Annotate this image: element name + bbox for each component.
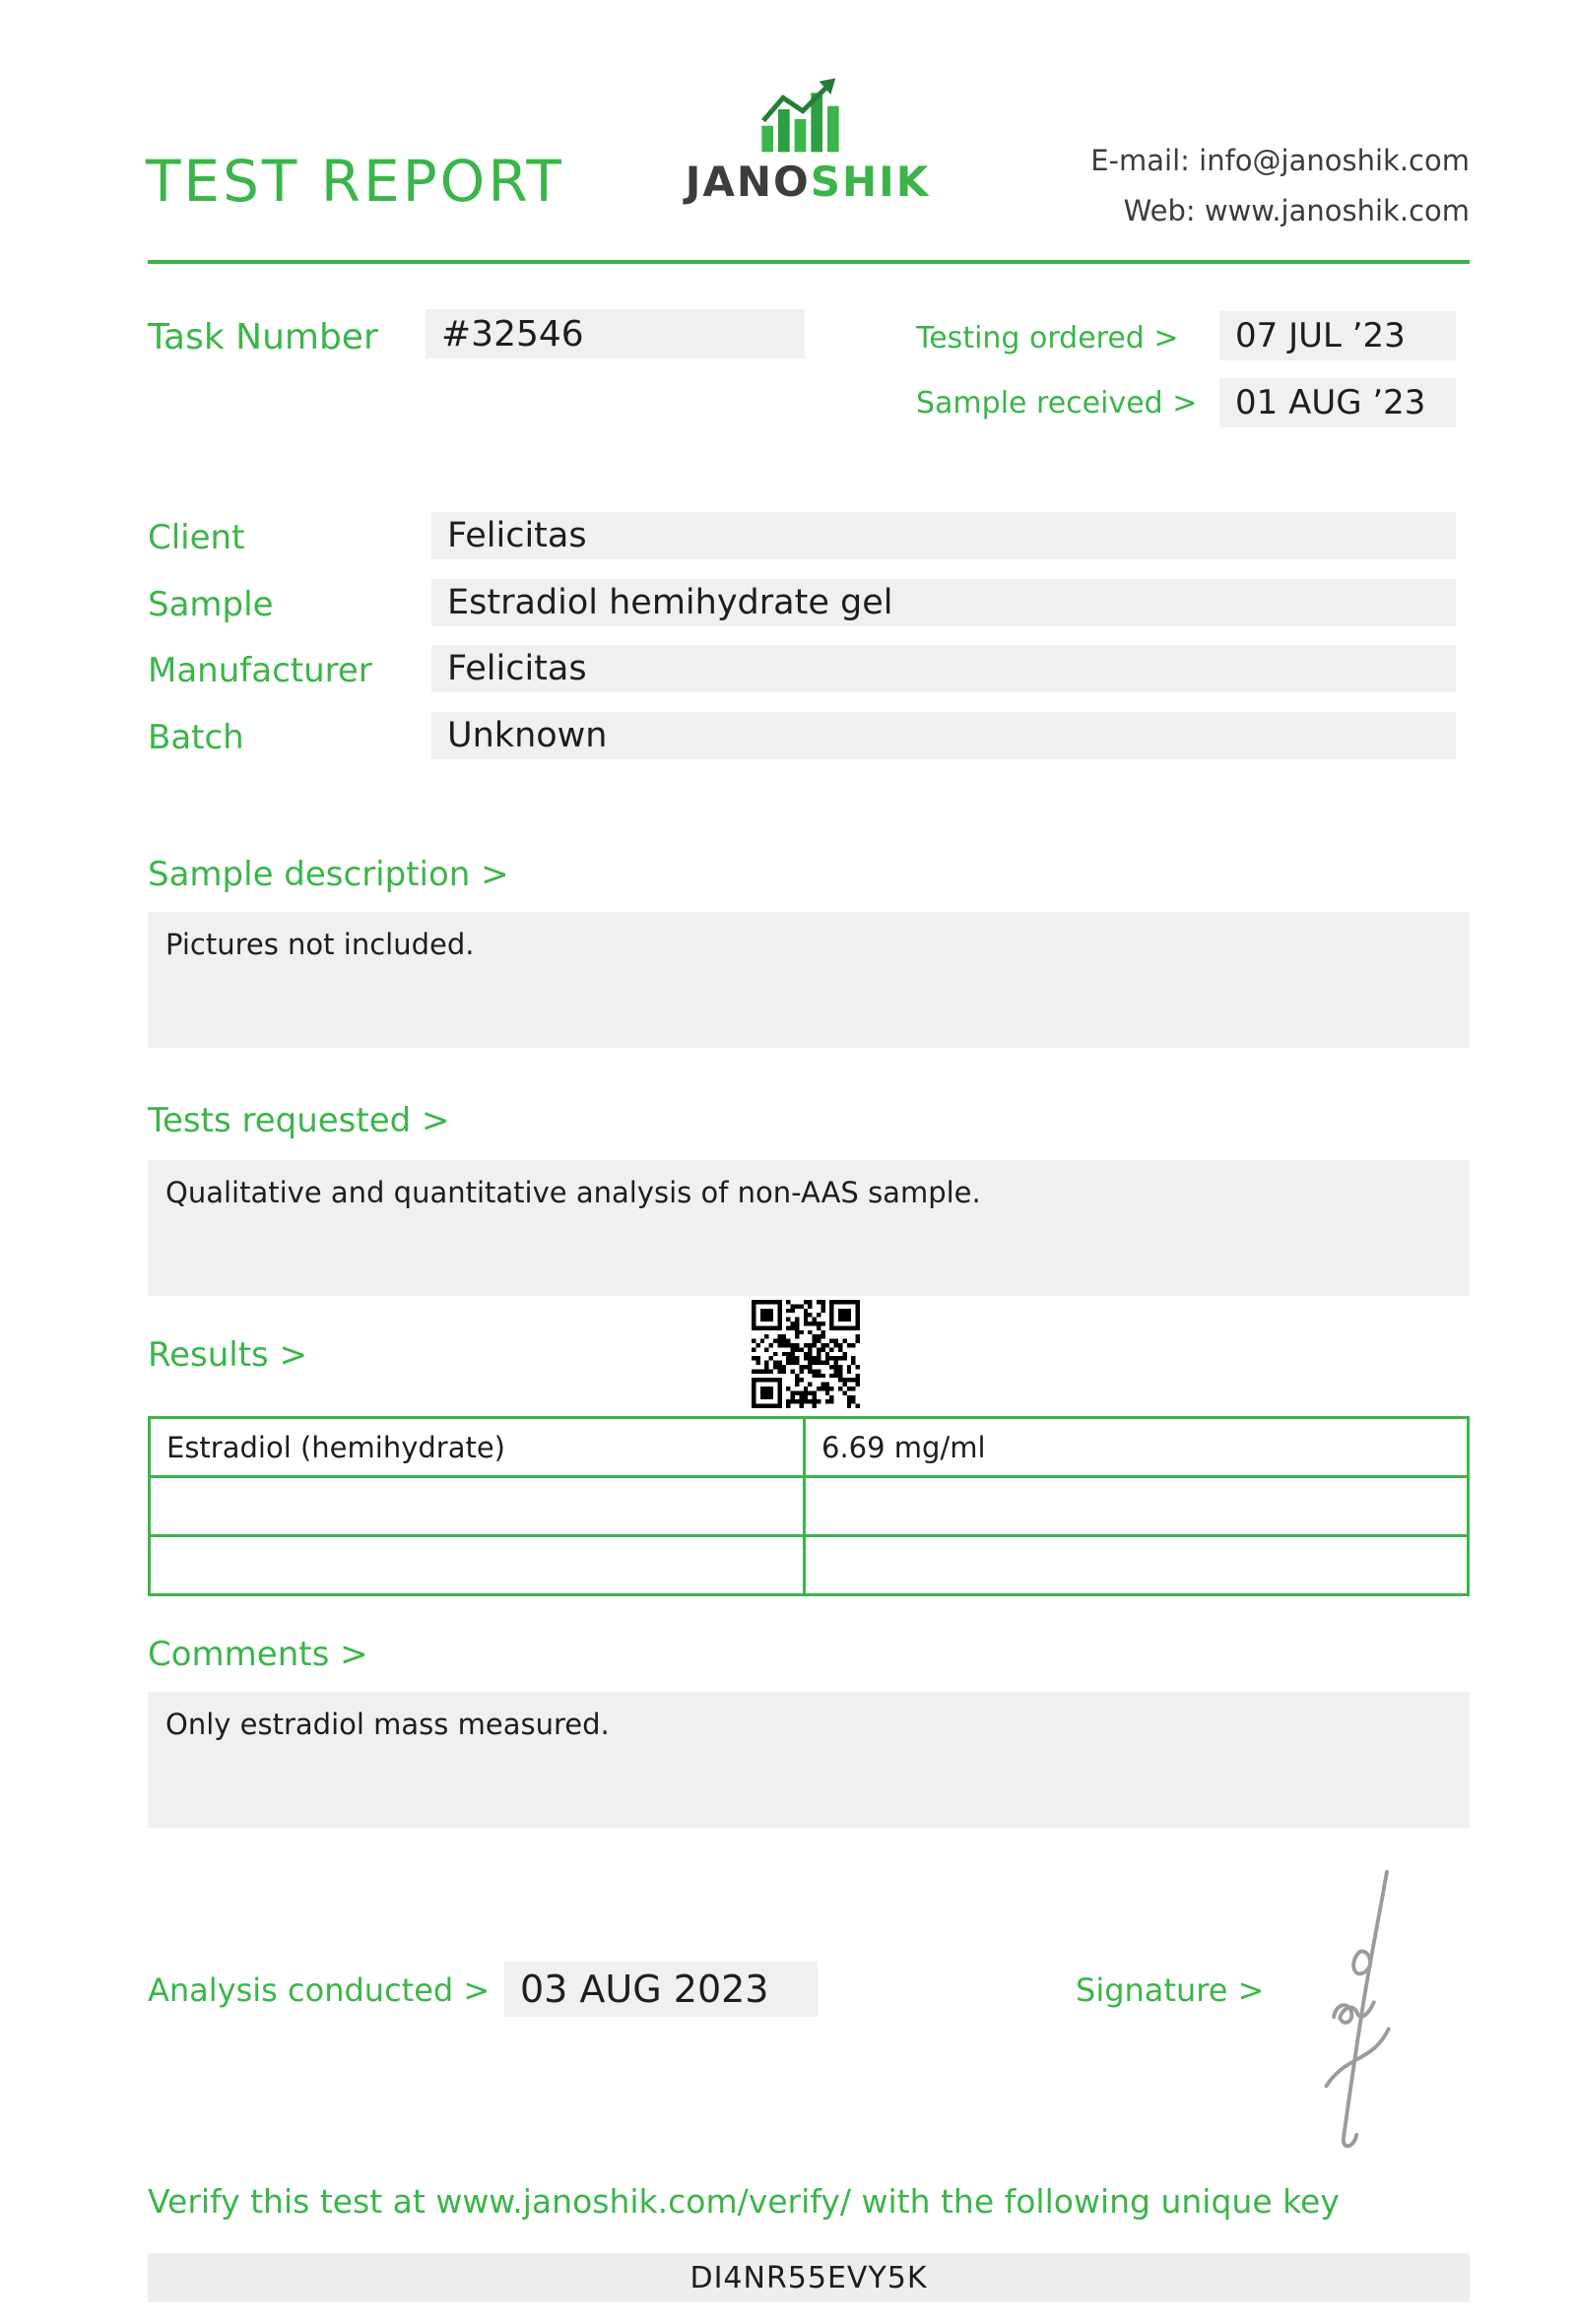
logo-shik: SHIK [810, 158, 931, 206]
unique-key-bar: DI4NR55EVY5K [148, 2253, 1470, 2302]
verify-instruction: Verify this test at www.janoshik.com/verify/ with the following unique key [148, 2182, 1340, 2221]
result-substance [150, 1477, 805, 1536]
web-label: Web: [1123, 193, 1196, 227]
client-value: Felicitas [431, 512, 1456, 559]
tests-requested-heading: Tests requested > [148, 1101, 450, 1140]
testing-ordered-label: Testing ordered > [916, 321, 1179, 355]
sample-received-label: Sample received > [916, 386, 1198, 420]
client-label: Client [148, 518, 245, 557]
sample-value: Estradiol hemihydrate gel [431, 579, 1456, 626]
sample-description-body: Pictures not included. [148, 912, 1470, 1048]
qr-code [752, 1300, 860, 1408]
manufacturer-label: Manufacturer [148, 651, 372, 690]
manufacturer-value: Felicitas [431, 645, 1456, 692]
table-row [150, 1536, 1469, 1595]
analysis-conducted-value: 03 AUG 2023 [504, 1962, 818, 2017]
contact-web [1090, 186, 1470, 236]
signature-scribble-icon [1266, 1860, 1444, 2169]
comments-heading: Comments > [148, 1635, 368, 1674]
results-table [148, 1416, 1470, 1596]
result-value [805, 1477, 1469, 1536]
results-heading: Results > [148, 1335, 308, 1375]
table-row [150, 1418, 1469, 1477]
testing-ordered-value: 07 JUL ’23 [1219, 311, 1456, 360]
result-substance: Estradiol (hemihydrate) [150, 1418, 805, 1477]
logo-jano: JANO [685, 158, 811, 206]
email-label: E-mail: [1090, 144, 1190, 177]
contact-info [1090, 136, 1470, 236]
batch-value: Unknown [431, 712, 1456, 759]
task-number-value: #32546 [426, 309, 805, 358]
page-title: TEST REPORT [146, 148, 564, 215]
task-number-label: Task Number [148, 317, 378, 357]
signature-label: Signature > [1076, 1971, 1265, 2009]
header-divider [148, 260, 1470, 264]
bar-chart-icon [758, 73, 857, 156]
sample-received-value: 01 AUG ’23 [1219, 378, 1456, 427]
batch-label: Batch [148, 718, 244, 757]
analysis-conducted-label: Analysis conducted > [148, 1971, 491, 2009]
sample-description-heading: Sample description > [148, 855, 509, 894]
result-value: 6.69 mg/ml [805, 1418, 1469, 1477]
email-value: info@janoshik.com [1199, 144, 1470, 177]
logo-wordmark [630, 158, 985, 206]
tests-requested-body: Qualitative and quantitative analysis of non-AAS sample. [148, 1160, 1470, 1296]
result-value [805, 1536, 1469, 1595]
sample-label: Sample [148, 585, 274, 624]
table-row [150, 1477, 1469, 1536]
comments-body: Only estradiol mass measured. [148, 1692, 1470, 1828]
web-value: www.janoshik.com [1204, 193, 1470, 227]
result-substance [150, 1536, 805, 1595]
contact-email [1090, 136, 1470, 186]
janoshik-logo [630, 73, 985, 206]
